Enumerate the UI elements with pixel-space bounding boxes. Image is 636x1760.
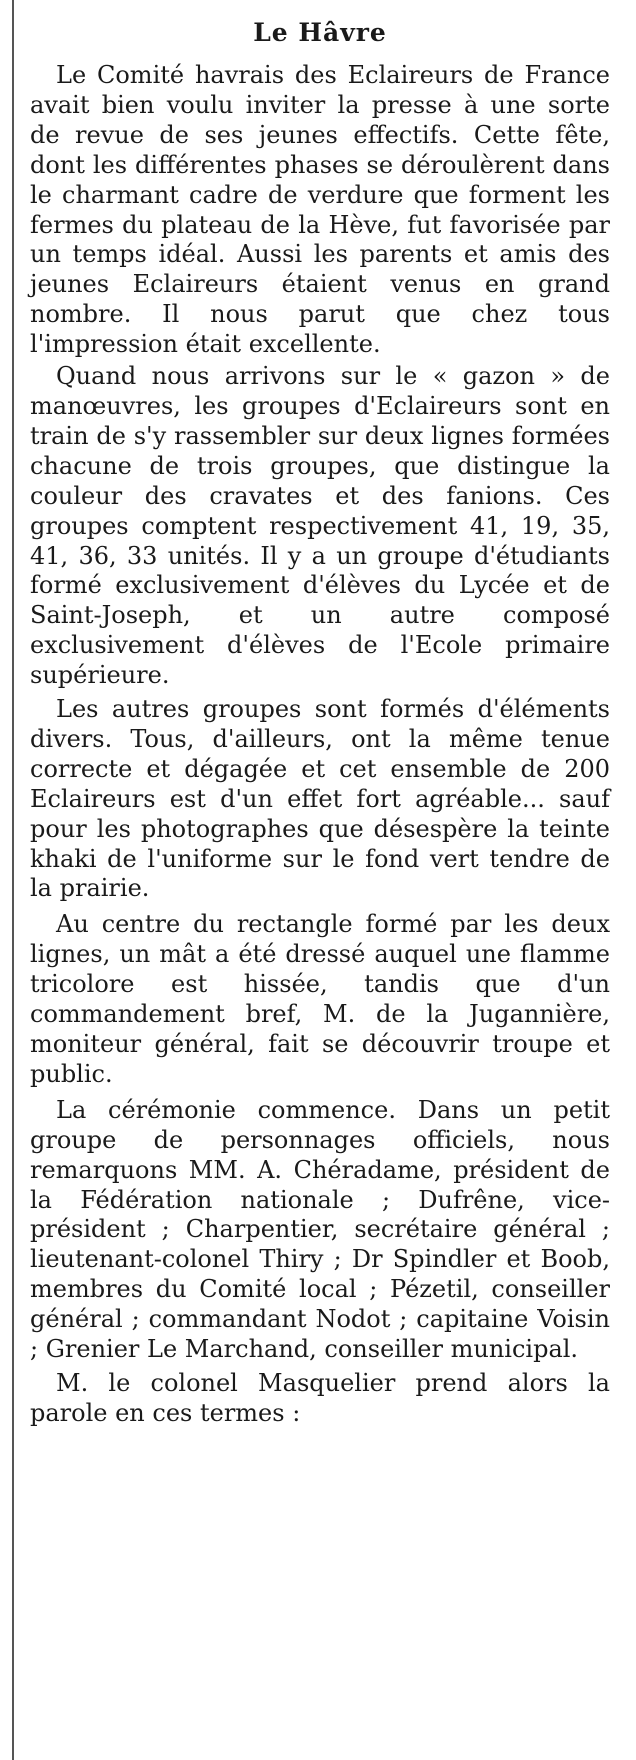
paragraph-intro: Le Comité havrais des Eclaireurs de France avait bien voulu inviter la presse à une sorte de revue de ses jeunes effectifs. Cette fête, dont les différentes phases se déroulèrent dans le charmant cadre de verdure que forment les fermes du plateau de la Hève, fut favorisée par un temps idéal. Aussi les parents et amis des jeunes Eclaireurs étaient venus en grand nombre. Il nous parut que chez tous l'impression était excellente. (30, 61, 610, 359)
paragraph-flag: Au centre du rectangle formé par les deux lignes, un mât a été dressé auquel une flamme tricolore est hissée, tandis que d'un commandement bref, M. de la Jugannière, moniteur général, fait se découvrir troupe et public. (30, 910, 610, 1088)
column-rule (12, 0, 14, 1760)
paragraph-uniforms: Les autres groupes sont formés d'éléments divers. Tous, d'ailleurs, ont la même tenue correcte et dégagée et cet ensemble de 200 Eclaireurs est d'un effet fort agréable... sauf pour les photographes que désespère la teinte khaki de l'uniforme sur le fond vert tendre de la prairie. (30, 695, 610, 903)
article (30, 18, 610, 1429)
paragraph-groups: Quand nous arrivons sur le « gazon » de manœuvres, les groupes d'Eclaireurs sont en train de s'y rassembler sur deux lignes formées chacune de trois groupes, que distingue la couleur des cravates et des fanions. Ces groupes comptent respectivement 41, 19, 35, 41, 36, 33 unités. Il y a un groupe d'étudiants formé exclusivement d'élèves du Lycée et de Saint-Joseph, et un autre composé exclusivement d'élèves de l'Ecole primaire supérieure. (30, 362, 610, 690)
article-title: Le Hâvre (253, 18, 387, 47)
paragraph-speech: M. le colonel Masquelier prend alors la parole en ces termes : (30, 1368, 610, 1427)
paragraph-ceremony: La cérémonie commence. Dans un petit groupe de personnages officiels, nous remarquons MM. A. Chéradame, président de la Fédération nationale ; Dufrêne, vice-président ; Charpentier, secrétaire général ; lieutenant-colonel Thiry ; Dr Spindler et Boob, membres du Comité local ; Pézetil, conseiller général ; commandant Nodot ; capitaine Voisin ; Grenier Le Marchand, conseiller municipal. (30, 1095, 610, 1364)
